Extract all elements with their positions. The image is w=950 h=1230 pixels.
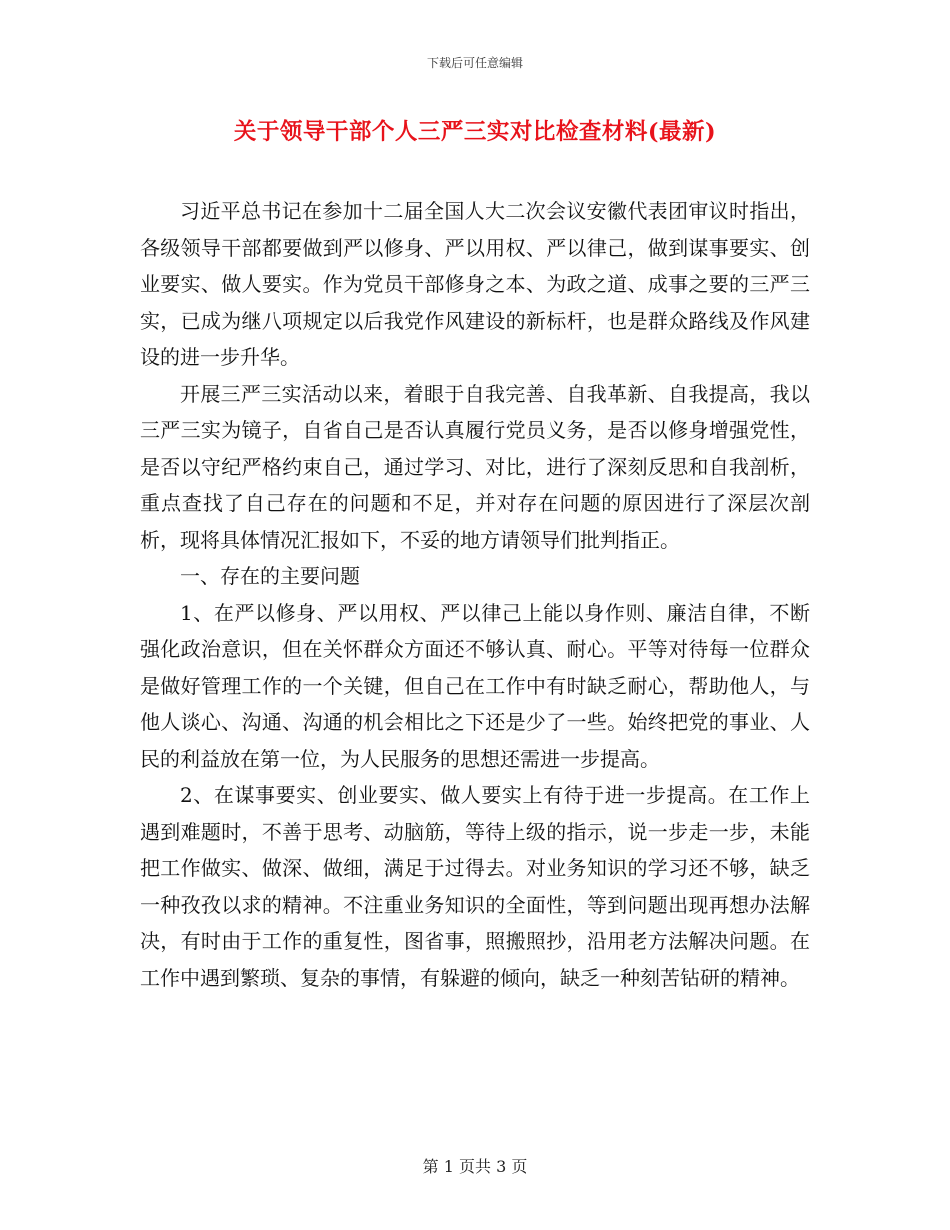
header-note: 下载后可任意编辑 — [426, 56, 523, 70]
document-title: 关于领导干部个人三严三实对比检查材料(最新) — [233, 119, 717, 145]
paragraph-intro: 习近平总书记在参加十二届全国人大二次会议安徽代表团审议时指出，各级领导干部都要做到严以修身、严以用权、严以律己，做到谋事要实、创业要实、做人要实。作为党员干部修身之本、为政之道、成事之要的三严三实，已成为继八项规定以后我党作风建设的新标杆，也是群众路线及作风建设的进一步升华。 — [140, 199, 810, 369]
document-body — [140, 193, 810, 996]
page-number-footer: 第 1 页共 3 页 — [422, 1157, 528, 1176]
paragraph-problem-2: 2、在谋事要实、创业要实、做人要实上有待于进一步提高。在工作上遇到难题时，不善于思考、动脑筋，等待上级的指示，说一步走一步，未能把工作做实、做深、做细，满足于过得去。对业务知识的学习还不够，缺乏一种孜孜以求的精神。不注重业务知识的全面性，等到问题出现再想办法解决，有时由于工作的重复性，图省事，照搬照抄，沿用老方法解决问题。在工作中遇到繁琐、复杂的事情，有躲避的倾向，缺乏一种刻苦钻研的精神。 — [140, 783, 810, 990]
paragraph-problem-1: 1、在严以修身、严以用权、严以律己上能以身作则、廉洁自律，不断强化政治意识，但在关怀群众方面还不够认真、耐心。平等对待每一位群众是做好管理工作的一个关键，但自己在工作中有时缺乏耐心，帮助他人，与他人谈心、沟通、沟通的机会相比之下还是少了一些。始终把党的事业、人民的利益放在第一位，为人民服务的思想还需进一步提高。 — [140, 600, 810, 771]
paragraph-activity: 开展三严三实活动以来，着眼于自我完善、自我革新、自我提高，我以三严三实为镜子，自省自己是否认真履行党员义务，是否以修身增强党性，是否以守纪严格约束自己，通过学习、对比，进行了深刻反思和自我剖析，重点查找了自己存在的问题和不足，并对存在问题的原因进行了深层次剖析，现将具体情况汇报如下，不妥的地方请领导们批判指正。 — [140, 381, 810, 552]
section-heading-problems: 一、存在的主要问题 — [180, 564, 360, 588]
